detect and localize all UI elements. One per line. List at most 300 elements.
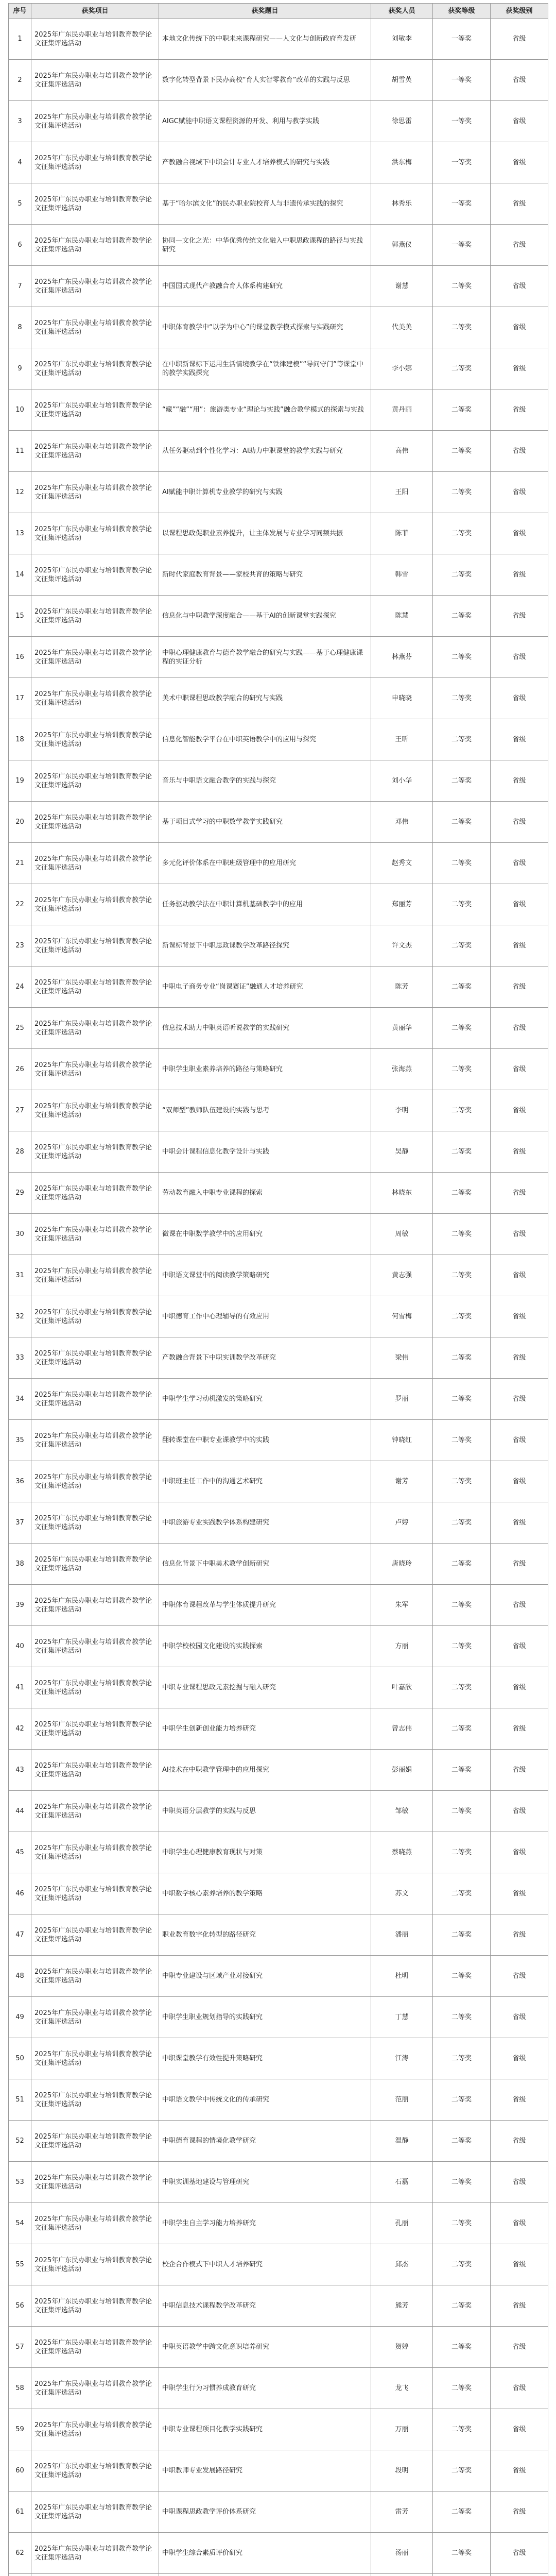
cell-project: 2025年广东民办职业与培训教育教学论文征集评选活动 <box>31 843 159 884</box>
cell-project: 2025年广东民办职业与培训教育教学论文征集评选活动 <box>31 1049 159 1090</box>
cell-grade: 二等奖 <box>433 389 491 431</box>
cell-level: 省级 <box>491 1296 548 1337</box>
cell-winner: 段明 <box>371 2450 433 2492</box>
cell-project: 2025年广东民办职业与培训教育教学论文征集评选活动 <box>31 1296 159 1337</box>
table-row <box>9 2162 548 2203</box>
table-row <box>9 1585 548 1626</box>
cell-grade: 二等奖 <box>433 2162 491 2203</box>
cell-index: 62 <box>9 2533 31 2574</box>
cell-winner: 黄志强 <box>371 1255 433 1296</box>
table-row <box>9 843 548 884</box>
cell-grade: 二等奖 <box>433 2244 491 2285</box>
cell-title: 中职学生学习动机激发的策略研究 <box>159 1379 371 1420</box>
cell-index: 9 <box>9 348 31 389</box>
cell-level: 省级 <box>491 1420 548 1461</box>
cell-project: 2025年广东民办职业与培训教育教学论文征集评选活动 <box>31 1832 159 1873</box>
table-row <box>9 1131 548 1173</box>
header-title: 获奖题目 <box>159 4 371 19</box>
cell-level: 省级 <box>491 183 548 225</box>
cell-grade: 二等奖 <box>433 1914 491 1956</box>
cell-grade: 二等奖 <box>433 1502 491 1544</box>
cell-index <box>9 2574 31 2576</box>
table-row <box>9 142 548 183</box>
cell-title: 信息化智能教学平台在中职英语教学中的应用与探究 <box>159 719 371 760</box>
cell-title: 新时代家庭教育背景——家校共育的策略与研究 <box>159 554 371 596</box>
cell-index: 18 <box>9 719 31 760</box>
cell-level: 省级 <box>491 1090 548 1131</box>
cell-winner: 洪东梅 <box>371 142 433 183</box>
cell-grade: 二等奖 <box>433 1585 491 1626</box>
cell-title: 中职英语分层教学的实践与反思 <box>159 1791 371 1832</box>
table-row <box>9 1008 548 1049</box>
cell-level: 省级 <box>491 1914 548 1956</box>
cell-level: 省级 <box>491 513 548 554</box>
cell-title: 中职电子商务专业“岗课赛证”融通人才培养研究 <box>159 967 371 1008</box>
table-row <box>9 431 548 472</box>
cell-winner: 蔡晓燕 <box>371 1832 433 1873</box>
cell-project: 2025年广东民办职业与培训教育教学论文征集评选活动 <box>31 1750 159 1791</box>
table-row <box>9 2203 548 2244</box>
cell-project: 2025年广东民办职业与培训教育教学论文征集评选活动 <box>31 101 159 142</box>
table-row <box>9 802 548 843</box>
cell-winner: 郭燕仪 <box>371 225 433 266</box>
cell-index: 46 <box>9 1873 31 1914</box>
cell-project: 2025年广东民办职业与培训教育教学论文征集评选活动 <box>31 1214 159 1255</box>
cell-title: 新课标背景下中职思政课教学改革路径探究 <box>159 925 371 967</box>
table-row <box>9 2409 548 2450</box>
cell-level: 省级 <box>491 101 548 142</box>
cell-index: 33 <box>9 1337 31 1379</box>
cell-index: 60 <box>9 2450 31 2492</box>
cell-grade: 二等奖 <box>433 1337 491 1379</box>
cell-project: 2025年广东民办职业与培训教育教学论文征集评选活动 <box>31 2327 159 2368</box>
table-row <box>9 1214 548 1255</box>
cell-winner: 何雪梅 <box>371 1296 433 1337</box>
cell-index: 12 <box>9 472 31 513</box>
cell-index: 40 <box>9 1626 31 1667</box>
header-index: 序号 <box>9 4 31 19</box>
cell-level: 省级 <box>491 760 548 802</box>
cell-level: 省级 <box>491 2492 548 2533</box>
cell-winner: 范丽 <box>371 2079 433 2121</box>
cell-index: 4 <box>9 142 31 183</box>
cell-project: 2025年广东民办职业与培训教育教学论文征集评选活动 <box>31 1667 159 1708</box>
cell-level: 省级 <box>491 225 548 266</box>
cell-grade: 二等奖 <box>433 1090 491 1131</box>
cell-winner: 王阳 <box>371 472 433 513</box>
cell-level: 省级 <box>491 1131 548 1173</box>
cell-grade: 二等奖 <box>433 431 491 472</box>
cell-grade: 二等奖 <box>433 1791 491 1832</box>
table-row <box>9 1708 548 1750</box>
cell-title: 中职体育教学中“以学为中心”的课堂教学模式探索与实践研究 <box>159 307 371 348</box>
cell-index: 13 <box>9 513 31 554</box>
cell-grade: 二等奖 <box>433 967 491 1008</box>
cell-index: 51 <box>9 2079 31 2121</box>
table-row <box>9 2327 548 2368</box>
cell-winner: 雷芳 <box>371 2492 433 2533</box>
cell-title: 以课程思政促职业素养提升，让主体发展与专业学习同频共振 <box>159 513 371 554</box>
cell-title: 基于“哈尔滨文化”的民办职业院校育人与非遗传承实践的探究 <box>159 183 371 225</box>
cell-level: 省级 <box>491 1997 548 2038</box>
cell-winner: 郑丽芳 <box>371 884 433 925</box>
cell-grade: 二等奖 <box>433 843 491 884</box>
table-row <box>9 2533 548 2574</box>
cell-winner: 张海燕 <box>371 1049 433 1090</box>
cell-index: 2 <box>9 60 31 101</box>
cell-level: 省级 <box>491 1379 548 1420</box>
cell-project: 2025年广东民办职业与培训教育教学论文征集评选活动 <box>31 1502 159 1544</box>
table-row <box>9 2368 548 2409</box>
cell-title: 中职语文教学中传统文化的传承研究 <box>159 2079 371 2121</box>
cell-winner: 贺婷 <box>371 2327 433 2368</box>
cell-index: 8 <box>9 307 31 348</box>
cell-index: 32 <box>9 1296 31 1337</box>
cell-grade: 二等奖 <box>433 1997 491 2038</box>
table-row <box>9 1337 548 1379</box>
cell-grade: 一等奖 <box>433 60 491 101</box>
cell-project: 2025年广东民办职业与培训教育教学论文征集评选活动 <box>31 1337 159 1379</box>
cell-level: 省级 <box>491 2121 548 2162</box>
cell-grade: 二等奖 <box>433 2492 491 2533</box>
cell-index: 25 <box>9 1008 31 1049</box>
cell-winner: 龙飞 <box>371 2368 433 2409</box>
cell-title: 美术中职课程思政教学融合的研究与实践 <box>159 678 371 719</box>
cell-title: 劳动教育融入中职专业课程的探索 <box>159 1173 371 1214</box>
header-level: 获奖级别 <box>491 4 548 19</box>
cell-project: 2025年广东民办职业与培训教育教学论文征集评选活动 <box>31 925 159 967</box>
cell-grade: 一等奖 <box>433 101 491 142</box>
cell-winner: 孔丽 <box>371 2203 433 2244</box>
cell-index: 3 <box>9 101 31 142</box>
cell-index: 5 <box>9 183 31 225</box>
cell-level: 省级 <box>491 1750 548 1791</box>
table-row <box>9 678 548 719</box>
cell-title: 中职体育课程改革与学生体质提升研究 <box>159 1585 371 1626</box>
cell-grade: 二等奖 <box>433 1667 491 1708</box>
cell-index: 45 <box>9 1832 31 1873</box>
cell-level: 省级 <box>491 2038 548 2079</box>
cell-grade: 二等奖 <box>433 884 491 925</box>
cell-grade: 二等奖 <box>433 760 491 802</box>
table-row <box>9 2079 548 2121</box>
cell-project: 2025年广东民办职业与培训教育教学论文征集评选活动 <box>31 2368 159 2409</box>
cell-level: 省级 <box>491 2244 548 2285</box>
cell-index: 11 <box>9 431 31 472</box>
cell-index: 1 <box>9 19 31 60</box>
cell-index: 21 <box>9 843 31 884</box>
cell-level: 省级 <box>491 2409 548 2450</box>
cell-grade: 二等奖 <box>433 2203 491 2244</box>
cell-title: “双师型”教师队伍建设的实践与思考 <box>159 1090 371 1131</box>
cell-winner: 罗丽 <box>371 1379 433 1420</box>
cell-project: 2025年广东民办职业与培训教育教学论文征集评选活动 <box>31 142 159 183</box>
cell-winner: 许文杰 <box>371 925 433 967</box>
cell-title: AI赋能中职计算机专业教学的研究与实践 <box>159 472 371 513</box>
cell-grade: 二等奖 <box>433 1255 491 1296</box>
table-row <box>9 1544 548 1585</box>
cell-project: 2025年广东民办职业与培训教育教学论文征集评选活动 <box>31 183 159 225</box>
cell-index: 44 <box>9 1791 31 1832</box>
cell-project: 2025年广东民办职业与培训教育教学论文征集评选活动 <box>31 60 159 101</box>
cell-title: 中职语文课堂中的阅读教学策略研究 <box>159 1255 371 1296</box>
cell-grade <box>433 2574 491 2576</box>
cell-grade: 二等奖 <box>433 1626 491 1667</box>
table-row <box>9 1750 548 1791</box>
cell-grade: 二等奖 <box>433 348 491 389</box>
cell-title: 中职学生创新创业能力培养研究 <box>159 1708 371 1750</box>
cell-winner: 赵秀文 <box>371 843 433 884</box>
cell-grade: 二等奖 <box>433 1049 491 1090</box>
table-row <box>9 513 548 554</box>
cell-winner: 邱杰 <box>371 2244 433 2285</box>
cell-winner: 周敏 <box>371 1214 433 1255</box>
cell-grade: 二等奖 <box>433 1750 491 1791</box>
cell-grade: 二等奖 <box>433 307 491 348</box>
cell-index: 27 <box>9 1090 31 1131</box>
cell-grade: 二等奖 <box>433 1008 491 1049</box>
cell-project: 2025年广东民办职业与培训教育教学论文征集评选活动 <box>31 2121 159 2162</box>
cell-level: 省级 <box>491 472 548 513</box>
cell-level: 省级 <box>491 142 548 183</box>
cell-level: 省级 <box>491 1049 548 1090</box>
cell-grade: 二等奖 <box>433 2533 491 2574</box>
table-row <box>9 2121 548 2162</box>
cell-grade: 二等奖 <box>433 925 491 967</box>
cell-project: 2025年广东民办职业与培训教育教学论文征集评选活动 <box>31 760 159 802</box>
cell-project: 2025年广东民办职业与培训教育教学论文征集评选活动 <box>31 2162 159 2203</box>
cell-grade: 二等奖 <box>433 266 491 307</box>
cell-title: 中职学生职业素养培养的路径与策略研究 <box>159 1049 371 1090</box>
cell-level: 省级 <box>491 2368 548 2409</box>
table-row <box>9 1956 548 1997</box>
table-row <box>9 967 548 1008</box>
table-row <box>9 1502 548 1544</box>
cell-winner: 谢芳 <box>371 1461 433 1502</box>
cell-winner: 陈慧 <box>371 596 433 637</box>
cell-title: 在中职新课标下运用生活情境教学在“铁律建模”“导问守门”等课堂中的教学实践探究 <box>159 348 371 389</box>
cell-winner: 林秀乐 <box>371 183 433 225</box>
table-row <box>9 1461 548 1502</box>
cell-winner: 杜明 <box>371 1956 433 1997</box>
cell-grade: 一等奖 <box>433 183 491 225</box>
cell-grade: 二等奖 <box>433 1544 491 1585</box>
cell-title: 中职学生行为习惯养成教育研究 <box>159 2368 371 2409</box>
cell-winner: 王昕 <box>371 719 433 760</box>
table-row <box>9 60 548 101</box>
cell-index: 16 <box>9 637 31 678</box>
header-grade: 获奖等级 <box>433 4 491 19</box>
cell-level: 省级 <box>491 1832 548 1873</box>
cell-winner: 朱军 <box>371 1585 433 1626</box>
cell-index: 49 <box>9 1997 31 2038</box>
cell-project: 2025年广东民办职业与培训教育教学论文征集评选活动 <box>31 1173 159 1214</box>
table-row <box>9 2492 548 2533</box>
cell-project: 2025年广东民办职业与培训教育教学论文征集评选活动 <box>31 2533 159 2574</box>
cell-grade: 二等奖 <box>433 2450 491 2492</box>
table-row <box>9 2038 548 2079</box>
cell-winner: 潘丽 <box>371 1914 433 1956</box>
cell-project: 2025年广东民办职业与培训教育教学论文征集评选活动 <box>31 554 159 596</box>
table-row <box>9 225 548 266</box>
table-row <box>9 1791 548 1832</box>
table-row <box>9 266 548 307</box>
cell-grade: 二等奖 <box>433 1461 491 1502</box>
cell-project: 2025年广东民办职业与培训教育教学论文征集评选活动 <box>31 431 159 472</box>
cell-index: 61 <box>9 2492 31 2533</box>
cell-grade: 二等奖 <box>433 513 491 554</box>
cell-project: 2025年广东民办职业与培训教育教学论文征集评选活动 <box>31 1379 159 1420</box>
cell-index: 36 <box>9 1461 31 1502</box>
cell-project: 2025年广东民办职业与培训教育教学论文征集评选活动 <box>31 719 159 760</box>
cell-winner: 唐晓玲 <box>371 1544 433 1585</box>
cell-level: 省级 <box>491 1008 548 1049</box>
cell-title: 任务驱动教学法在中职计算机基础教学中的应用 <box>159 884 371 925</box>
cell-level: 省级 <box>491 2203 548 2244</box>
cell-winner: 汤丽 <box>371 2533 433 2574</box>
cell-title: 中职教师专业发展路径研究 <box>159 2450 371 2492</box>
cell-index: 7 <box>9 266 31 307</box>
cell-grade: 二等奖 <box>433 1832 491 1873</box>
cell-level: 省级 <box>491 2327 548 2368</box>
cell-project: 2025年广东民办职业与培训教育教学论文征集评选活动 <box>31 802 159 843</box>
table-row <box>9 1626 548 1667</box>
cell-title: “藏”“融”“用”：旅游类专业“理论与实践”融合教学模式的探索与实践 <box>159 389 371 431</box>
cell-winner: 彭丽娟 <box>371 1750 433 1791</box>
cell-title: 中职心理健康教育与德育教学融合的研究与实践——基于心理健康课程的实证分析 <box>159 637 371 678</box>
cell-winner: 邓伟 <box>371 802 433 843</box>
cell-grade: 二等奖 <box>433 596 491 637</box>
cell-level: 省级 <box>491 307 548 348</box>
cell-winner <box>371 2574 433 2576</box>
cell-title: 中职旅游专业实践教学体系构建研究 <box>159 1502 371 1544</box>
cell-index: 43 <box>9 1750 31 1791</box>
cell-title: 中职信息技术课程教学改革研究 <box>159 2285 371 2327</box>
cell-title: 产教融合视域下中职会计专业人才培养模式的研究与实践 <box>159 142 371 183</box>
cell-title: 产教融合背景下中职实训教学改革研究 <box>159 1337 371 1379</box>
cell-grade: 二等奖 <box>433 1708 491 1750</box>
cell-winner: 丁慧 <box>371 1997 433 2038</box>
cell-index: 19 <box>9 760 31 802</box>
table-row <box>9 554 548 596</box>
cell-title <box>159 2574 371 2576</box>
cell-level: 省级 <box>491 1173 548 1214</box>
cell-index: 20 <box>9 802 31 843</box>
cell-level <box>491 2574 548 2576</box>
cell-grade: 二等奖 <box>433 2079 491 2121</box>
cell-project: 2025年广东民办职业与培训教育教学论文征集评选活动 <box>31 2492 159 2533</box>
cell-index: 39 <box>9 1585 31 1626</box>
cell-grade: 二等奖 <box>433 472 491 513</box>
cell-index: 56 <box>9 2285 31 2327</box>
cell-grade: 二等奖 <box>433 1214 491 1255</box>
cell-index: 22 <box>9 884 31 925</box>
cell-level: 省级 <box>491 1667 548 1708</box>
cell-index: 50 <box>9 2038 31 2079</box>
cell-winner: 林燕芬 <box>371 637 433 678</box>
cell-project: 2025年广东民办职业与培训教育教学论文征集评选活动 <box>31 1255 159 1296</box>
cell-grade: 二等奖 <box>433 802 491 843</box>
cell-index: 53 <box>9 2162 31 2203</box>
cell-level: 省级 <box>491 843 548 884</box>
cell-project: 2025年广东民办职业与培训教育教学论文征集评选活动 <box>31 637 159 678</box>
cell-project: 2025年广东民办职业与培训教育教学论文征集评选活动 <box>31 2409 159 2450</box>
cell-level: 省级 <box>491 348 548 389</box>
cell-winner: 熊芳 <box>371 2285 433 2327</box>
cell-index: 57 <box>9 2327 31 2368</box>
table-row <box>9 1420 548 1461</box>
cell-title: 校企合作模式下中职人才培养研究 <box>159 2244 371 2285</box>
cell-level: 省级 <box>491 1337 548 1379</box>
cell-index: 10 <box>9 389 31 431</box>
cell-grade: 二等奖 <box>433 719 491 760</box>
cell-winner: 李明 <box>371 1090 433 1131</box>
cell-level: 省级 <box>491 554 548 596</box>
cell-title: 从任务驱动到个性化学习：AI助力中职课堂的教学实践与研究 <box>159 431 371 472</box>
cell-grade: 二等奖 <box>433 1131 491 1173</box>
table-row <box>9 1832 548 1873</box>
cell-project: 2025年广东民办职业与培训教育教学论文征集评选活动 <box>31 307 159 348</box>
cell-title: 中职专业建设与区域产业对接研究 <box>159 1956 371 1997</box>
table-row <box>9 1379 548 1420</box>
cell-winner: 曾志伟 <box>371 1708 433 1750</box>
cell-index: 23 <box>9 925 31 967</box>
cell-title: 信息技术助力中职英语听说教学的实践研究 <box>159 1008 371 1049</box>
table-row <box>9 1296 548 1337</box>
cell-project: 2025年广东民办职业与培训教育教学论文征集评选活动 <box>31 1090 159 1131</box>
cell-winner: 谢慧 <box>371 266 433 307</box>
cell-project: 2025年广东民办职业与培训教育教学论文征集评选活动 <box>31 1461 159 1502</box>
cell-grade: 二等奖 <box>433 1379 491 1420</box>
cell-project: 2025年广东民办职业与培训教育教学论文征集评选活动 <box>31 967 159 1008</box>
cell-level: 省级 <box>491 1214 548 1255</box>
cell-title: 本地文化传统下的中职未来课程研究——人文化与创新政府育发研 <box>159 19 371 60</box>
cell-grade: 二等奖 <box>433 678 491 719</box>
cell-title: AIGC赋能中职语文课程资源的开发、利用与教学实践 <box>159 101 371 142</box>
table-row <box>9 1914 548 1956</box>
cell-title: 翻转课堂在中职专业课教学中的实践 <box>159 1420 371 1461</box>
cell-title: 协同—文化之光：中华优秀传统文化融入中职思政课程的路径与实践研究 <box>159 225 371 266</box>
cell-title: 中职会计课程信息化教学设计与实践 <box>159 1131 371 1173</box>
table-row <box>9 925 548 967</box>
cell-index: 28 <box>9 1131 31 1173</box>
cell-grade: 二等奖 <box>433 2368 491 2409</box>
table-row <box>9 637 548 678</box>
cell-project: 2025年广东民办职业与培训教育教学论文征集评选活动 <box>31 1873 159 1914</box>
cell-level: 省级 <box>491 596 548 637</box>
cell-level: 省级 <box>491 2533 548 2574</box>
cell-index: 24 <box>9 967 31 1008</box>
cell-level: 省级 <box>491 1585 548 1626</box>
cell-title: 中职专业课程思政元素挖掘与融入研究 <box>159 1667 371 1708</box>
cell-level: 省级 <box>491 2450 548 2492</box>
cell-level: 省级 <box>491 266 548 307</box>
cell-index: 52 <box>9 2121 31 2162</box>
cell-level: 省级 <box>491 1544 548 1585</box>
cell-project: 2025年广东民办职业与培训教育教学论文征集评选活动 <box>31 1791 159 1832</box>
cell-grade: 二等奖 <box>433 2038 491 2079</box>
cell-title: 多元化评价体系在中职班级管理中的应用研究 <box>159 843 371 884</box>
cell-project: 2025年广东民办职业与培训教育教学论文征集评选活动 <box>31 266 159 307</box>
cell-project: 2025年广东民办职业与培训教育教学论文征集评选活动 <box>31 1131 159 1173</box>
cell-project: 2025年广东民办职业与培训教育教学论文征集评选活动 <box>31 2079 159 2121</box>
cell-level: 省级 <box>491 637 548 678</box>
table-row <box>9 1049 548 1090</box>
cell-title: 数字化转型背景下民办高校“育人实智零教育”改革的实践与反思 <box>159 60 371 101</box>
cell-level: 省级 <box>491 1708 548 1750</box>
cell-index: 42 <box>9 1708 31 1750</box>
cell-winner: 钟晓红 <box>371 1420 433 1461</box>
